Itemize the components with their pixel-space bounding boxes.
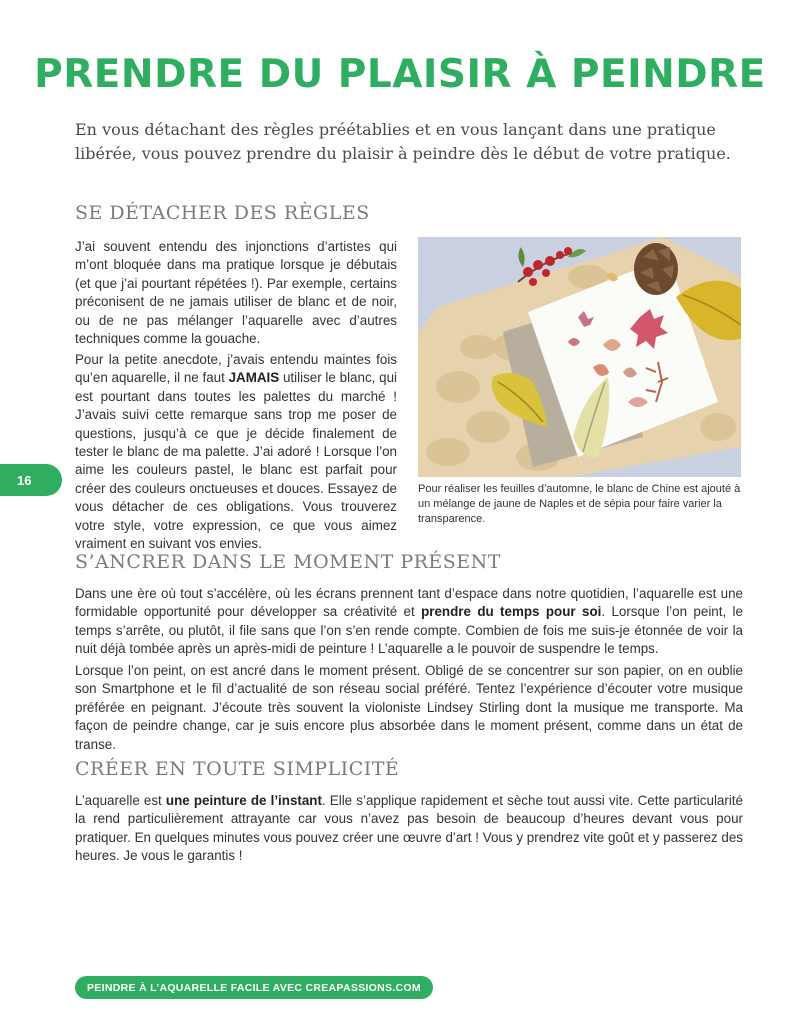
page-number: 16 [17,472,32,488]
section-heading-rules: SE DÉTACHER DES RÈGLES [75,202,370,224]
emphasis-jamais: JAMAIS [228,370,280,386]
footer-banner: PEINDRE À L’AQUARELLE FACILE AVEC CREAPASSIONS.COM [75,976,433,999]
emphasis-instant-paint: une peinture de l’instant [165,793,322,808]
section1-paragraph-2: Pour la petite anecdote, j’avais entendu maintes fois qu’en aquarelle, il ne faut JAMAIS utiliser le blanc, qui est pourtant dans toutes les palettes du marché ! J’avais suivi cette remarque sans trop me poser de questions, jusqu’à ce que je décide finalement de tester le blanc de ma palette. J’ai adoré ! Lorsque l’on aime les couleurs pastel, le blanc est parfait pour créer des couleurs onctueuses et douces. Essayez de vous détacher de ces obligations. Vous trouverez votre style, votre expression, ce que vous aimez vraiment en suivant vos envies. [75,352,397,552]
page-title: PRENDRE DU PLAISIR À PEINDRE [34,52,766,97]
photo-caption: Pour réaliser les feuilles d’automne, le blanc de Chine est ajouté à un mélange de jaune de Naples et de sépia pour faire varier la transparence. [418,483,741,525]
emphasis-time-for-self: prendre du temps pour soi [421,604,602,620]
section3-paragraph-1: L’aquarelle est une peinture de l’instant. Elle s’applique rapidement et sèche tout aussi vite. Cette particularité la rend particulièrement attrayante car vous n’avez pas besoin de beaucoup d’heures devant vous pour pratiquer. En quelques minutes vous pouvez créer une œuvre d’art ! Vous y prendrez vite goût et y passerez des heures. Je vous le garantis ! [75,793,743,864]
section-heading-simplicity: CRÉER EN TOUTE SIMPLICITÉ [75,758,400,780]
intro-paragraph: En vous détachant des règles préétablies et en vous lançant dans une pratique libérée, vous pouvez prendre du plaisir à peindre dès le début de votre pratique. [75,120,731,163]
section2-paragraph-1: Dans une ère où tout s’accélère, où les écrans prennent tant d’espace dans notre quotidien, l’aquarelle est une formidable opportunité pour développer sa créativité et prendre du temps pour soi. Lorsque l’on peint, le temps s’arrête, ou plutôt, il file sans que l’on s’en rende compte. Combien de fois me suis-je étonnée de voir la nuit déjà tombée après un après-midi de peinture ! L’aquarelle a le pouvoir de suspendre le temps. [75,586,743,657]
page-number-tab [0,464,62,496]
autumn-leaves-photo [418,237,741,477]
section-heading-present-moment: S’ANCRER DANS LE MOMENT PRÉSENT [75,551,501,573]
section1-paragraph-1: J’ai souvent entendu des injonctions d’artistes qui m’ont bloquée dans ma pratique lorsque je débutais (et que j’ai pourtant répétées !). Par exemple, certains préconisent de ne jamais utiliser de blanc et de noir, ou de ne pas mélanger l’aquarelle avec d’autres techniques comme la gouache. [75,239,397,347]
section2-paragraph-2: Lorsque l’on peint, on est ancré dans le moment présent. Obligé de se concentrer sur son papier, on en oublie son Smartphone et le fil d’actualité de son réseau social préféré. Tentez l’expérience d’écouter votre musique préférée en peignant. J’écoute très souvent la violoniste Lindsey Stirling dont la musique me transporte. Ma façon de peindre change, car je suis encore plus absorbée dans le moment présent, comme dans un état de transe. [75,663,743,752]
